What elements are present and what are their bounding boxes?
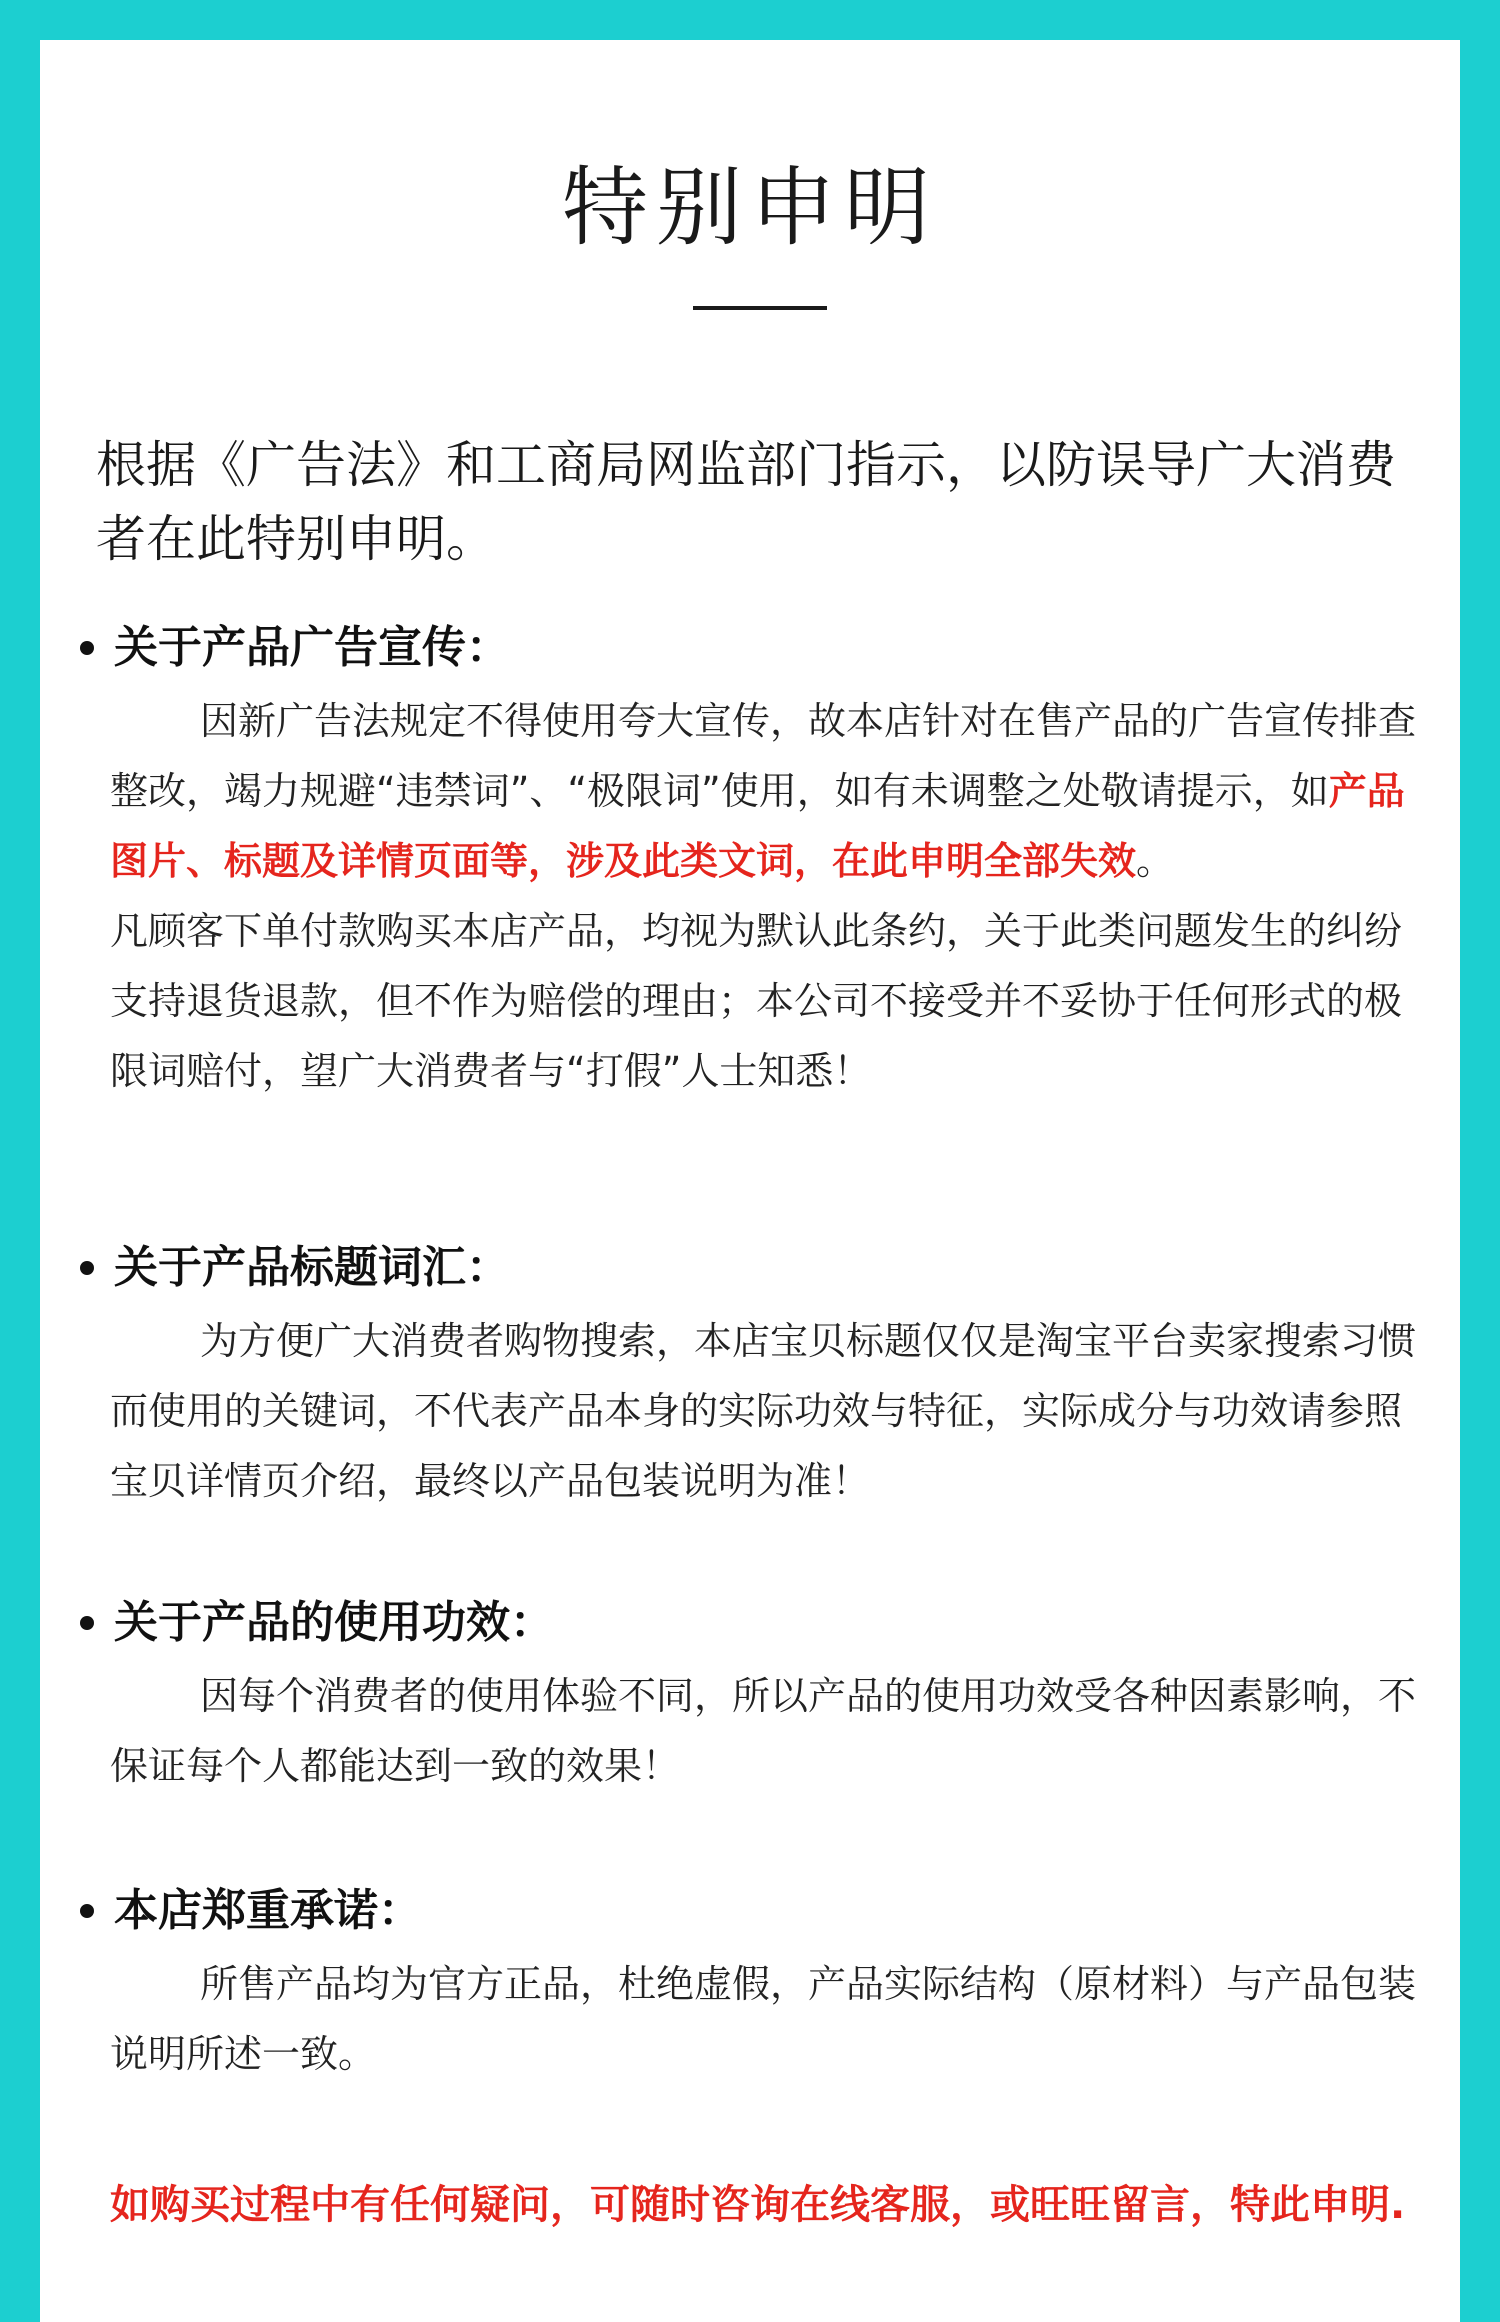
statement-card [40,40,1460,2322]
section-paragraph: 凡顾客下单付款购买本店产品，均视为默认此条约，关于此类问题发生的纠纷支持退货退款，但不作为赔偿的理由；本公司不接受并不妥协于任何形式的极限词赔付，望广大消费者与“打假”人士知悉！ [110,909,1403,1093]
highlighted-text: 产品图片、标题及详情页面等，涉及此类文词，在此申明全部失效 [110,769,1405,883]
section-advertising [80,618,1430,1106]
section-heading [80,1238,1430,1298]
bullet-icon [80,641,94,655]
paragraph-text: 因新广告法规定不得使用夸大宣传，故本店针对在售产品的广告宣传排查整改，竭力规避“违禁词”、“极限词”使用，如有未调整之处敬请提示，如 [110,699,1417,813]
paragraph-text: 。 [1136,839,1175,883]
section-paragraph: 因每个消费者的使用体验不同，所以产品的使用功效受各种因素影响，不保证每个人都能达到一致的效果！ [110,1674,1417,1788]
section-heading [80,1881,1430,1941]
section-paragraph: 所售产品均为官方正品，杜绝虚假，产品实际结构（原材料）与产品包装说明所述一致。 [110,1962,1417,2076]
section-heading-text: 关于产品标题词汇： [114,1242,510,1293]
section-heading [80,1593,1430,1653]
section-heading-text: 本店郑重承诺： [114,1885,422,1936]
title-divider [693,306,827,310]
section-efficacy [80,1593,1430,1801]
final-note: 如购买过程中有任何疑问，可随时咨询在线客服，或旺旺留言，特此申明. [110,2182,1406,2228]
bullet-icon [80,1261,94,1275]
page-title: 特别申明 [562,158,938,258]
bullet-icon [80,1616,94,1630]
section-heading-text: 关于产品广告宣传： [114,622,510,673]
section-heading [80,618,1430,678]
section-heading-text: 关于产品的使用功效： [114,1597,554,1648]
section-title-wording [80,1238,1430,1516]
section-promise [80,1881,1430,2089]
intro-text: 根据《广告法》和工商局网监部门指示，以防误导广大消费者在此特别申明。 [96,436,1396,568]
section-paragraph [80,686,1430,896]
bullet-icon [80,1904,94,1918]
section-paragraph: 为方便广大消费者购物搜索，本店宝贝标题仅仅是淘宝平台卖家搜索习惯而使用的关键词，不代表产品本身的实际功效与特征，实际成分与功效请参照宝贝详情页介绍，最终以产品包装说明为准！ [110,1319,1417,1503]
